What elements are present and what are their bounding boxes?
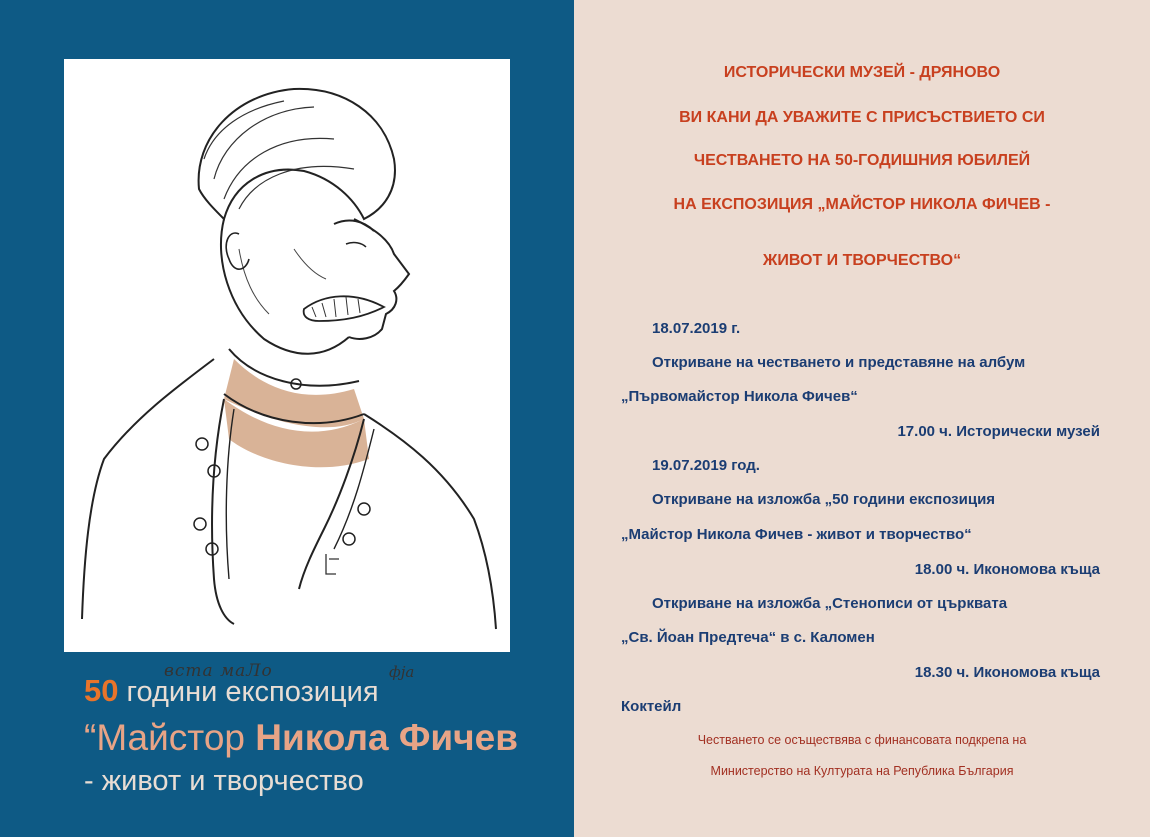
event-3-line-1: Откриване на изложба „Стенописи от църквата xyxy=(652,595,1008,612)
event-1-time: 17.00 ч. Исторически музей xyxy=(897,423,1100,440)
header-line-4: НА ЕКСПОЗИЦИЯ „МАЙСТОР НИКОЛА ФИЧЕВ - xyxy=(673,196,1051,213)
header-line-5: ЖИВОТ И ТВОРЧЕСТВО“ xyxy=(762,252,962,269)
date-2: 19.07.2019 год. xyxy=(652,457,760,474)
left-title-line2-prefix: “Майстор xyxy=(84,717,256,758)
header-line-2: ВИ КАНИ ДА УВАЖИТЕ С ПРИСЪСТВИЕТО СИ xyxy=(679,109,1045,126)
header-line-1: ИСТОРИЧЕСКИ МУЗЕЙ - ДРЯНОВО xyxy=(723,64,1001,81)
portrait-inscription-left: вста маЛо xyxy=(164,661,273,681)
left-title-line3: - живот и творчество xyxy=(84,765,364,797)
left-title-name: Никола Фичев xyxy=(255,717,518,758)
event-2-line-1: Откриване на изложба „50 години експозиция xyxy=(652,491,996,508)
left-title-line2 xyxy=(84,717,518,759)
portrait-illustration xyxy=(64,59,510,652)
portrait-drawing xyxy=(64,59,510,681)
left-panel xyxy=(0,0,574,837)
event-1-line-2: „Първомайстор Никола Фичев“ xyxy=(621,388,858,405)
anniversary-number: 50 xyxy=(84,673,119,708)
event-3-time: 18.30 ч. Икономова къща xyxy=(914,664,1100,681)
date-1: 18.07.2019 г. xyxy=(652,320,741,337)
header-line-3: ЧЕСТВАНЕТО НА 50-ГОДИШНИЯ ЮБИЛЕЙ xyxy=(693,152,1031,169)
left-title-line1 xyxy=(84,673,379,709)
event-3-line-2: „Св. Йоан Предтеча“ в с. Каломен xyxy=(621,629,875,646)
footer-line-2: Министерство на Културата на Република България xyxy=(710,764,1014,778)
left-title-line1-rest: години експозиция xyxy=(118,676,379,708)
event-2-line-2: „Майстор Никола Фичев - живот и творчество“ xyxy=(621,526,972,543)
portrait-inscription-right: фја xyxy=(389,663,415,681)
cocktail: Коктейл xyxy=(621,698,682,715)
event-1-line-1: Откриване на честването и представяне на албум xyxy=(652,354,1026,371)
footer-line-1: Честването се осъществява с финансовата подкрепа на xyxy=(697,733,1027,747)
event-2-time: 18.00 ч. Икономова къща xyxy=(914,561,1100,578)
